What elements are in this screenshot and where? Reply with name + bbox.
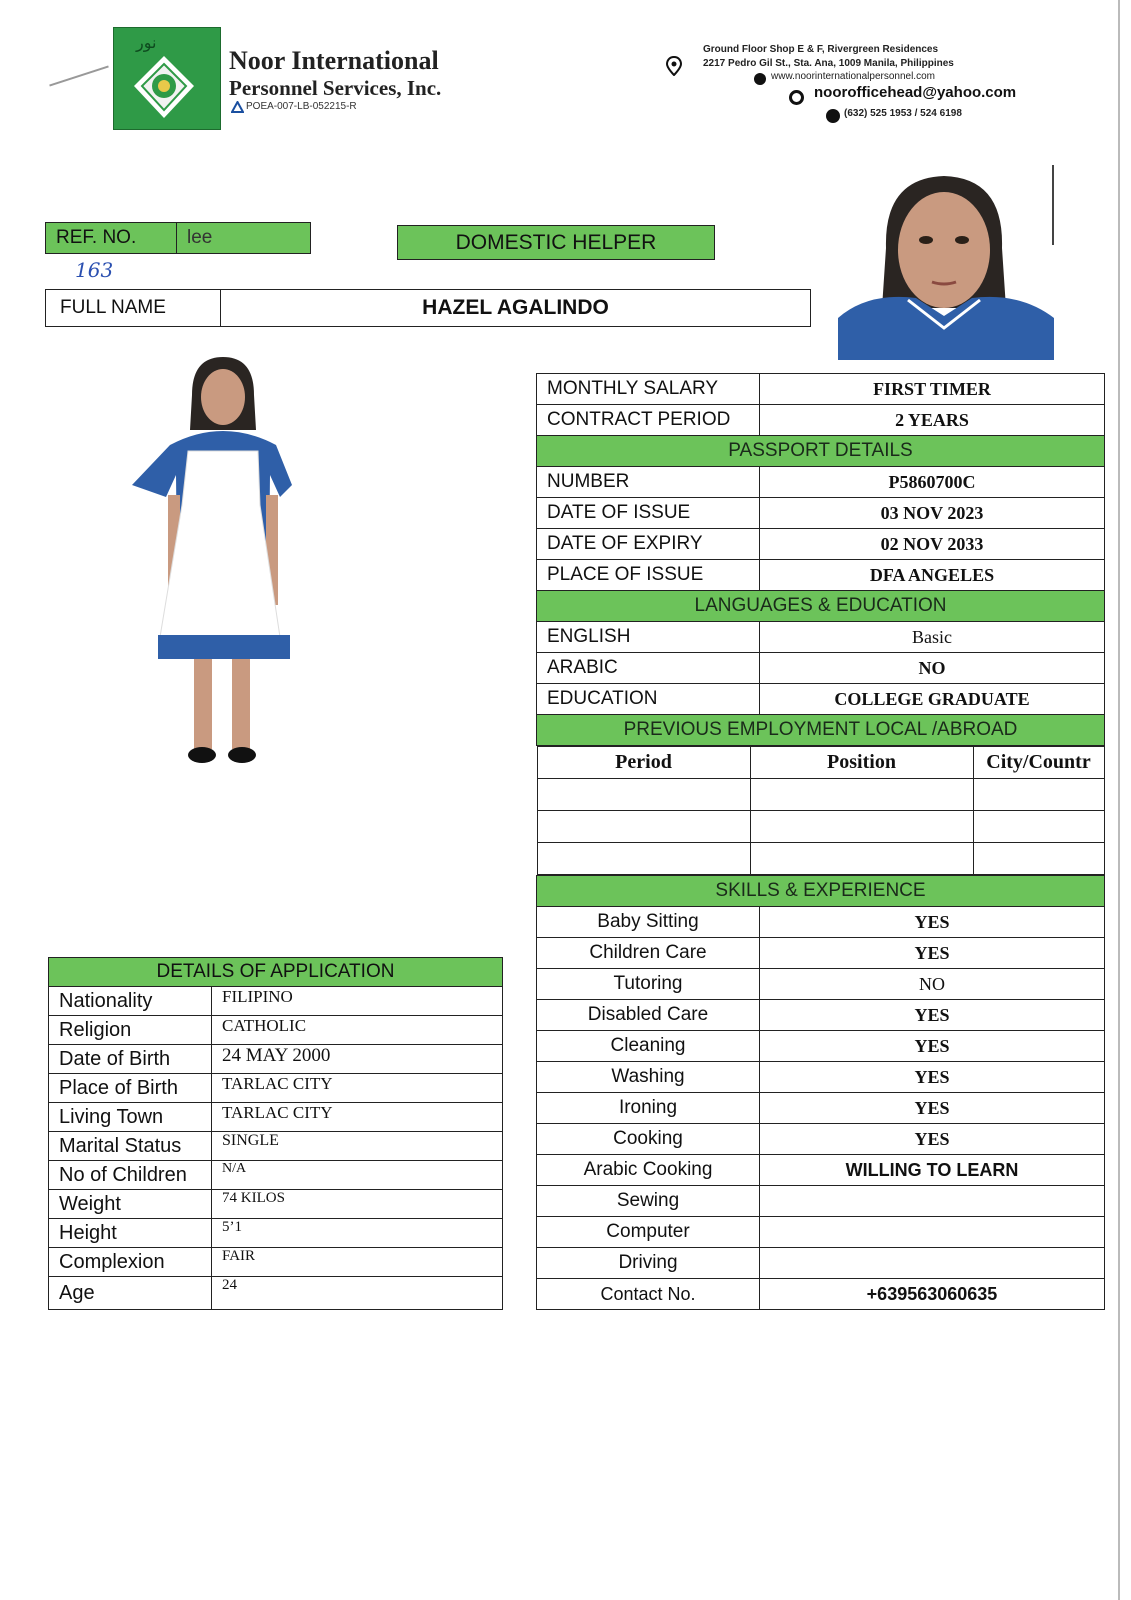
place-of-issue-label: PLACE OF ISSUE [537,560,760,591]
app-value: FILIPINO [212,987,503,1016]
position-title: DOMESTIC HELPER [397,225,715,260]
email[interactable]: noorofficehead@yahoo.com [814,84,1017,101]
table-row [49,1132,503,1161]
period-header: Period [537,747,750,779]
skill-value: YES [760,1062,1105,1093]
date-of-expiry-label: DATE OF EXPIRY [537,529,760,560]
headshot-photo [838,168,1054,360]
date-of-issue-label: DATE OF ISSUE [537,498,760,529]
phone-icon [826,109,840,123]
app-value: TARLAC CITY [212,1074,503,1103]
app-value: 74 KILOS [212,1190,503,1219]
skill-label: Washing [537,1062,760,1093]
handwritten-number: 163 [75,258,114,282]
table-row [537,1279,1105,1310]
phone: (632) 525 1953 / 524 6198 [844,108,962,119]
table-row [537,1248,1105,1279]
app-label: No of Children [49,1161,212,1190]
table-row [537,405,1105,436]
full-name-row [45,289,811,327]
table-row [537,843,1104,875]
table-row [537,907,1105,938]
date-of-issue-value: 03 NOV 2023 [760,498,1105,529]
app-label: Nationality [49,987,212,1016]
app-label: Date of Birth [49,1045,212,1074]
skill-value: WILLING TO LEARN [760,1155,1105,1186]
monthly-salary-value: FIRST TIMER [760,374,1105,405]
table-row [537,1031,1105,1062]
table-row [537,1186,1105,1217]
skill-label: Arabic Cooking [537,1155,760,1186]
license-number: POEA-007-LB-052215-R [246,101,357,112]
table-row [537,1217,1105,1248]
app-value: SINGLE [212,1132,503,1161]
ref-value: lee [187,227,213,248]
languages-section-header: LANGUAGES & EDUCATION [537,591,1105,622]
table-row [537,653,1105,684]
table-row [537,1155,1105,1186]
skill-value: YES [760,938,1105,969]
table-row [49,1103,503,1132]
website[interactable]: www.noorinternationalpersonnel.com [771,71,935,82]
table-row [537,811,1104,843]
globe-icon [754,73,766,85]
app-value: 24 MAY 2000 [212,1045,503,1074]
date-of-expiry-value: 02 NOV 2033 [760,529,1105,560]
table-row [49,1248,503,1277]
address-line2: 2217 Pedro Gil St., Sta. Ana, 1009 Manila, Philippines [703,58,954,69]
table-row [537,779,1104,811]
skill-label: Baby Sitting [537,907,760,938]
skill-value: YES [760,907,1105,938]
ref-label: REF. NO. [46,223,177,253]
table-row [537,529,1105,560]
arabic-label: ARABIC [537,653,760,684]
full-name-value: HAZEL AGALINDO [422,296,609,319]
details-table [536,373,1105,1310]
contact-label: Contact No. [537,1279,760,1310]
app-label: Place of Birth [49,1074,212,1103]
app-label: Marital Status [49,1132,212,1161]
table-row [49,1161,503,1190]
arabic-value: NO [760,653,1105,684]
skill-value [760,1186,1105,1217]
table-row [49,1219,503,1248]
app-label: Age [49,1277,212,1310]
table-row [537,1124,1105,1155]
skill-value: YES [760,1031,1105,1062]
app-value: TARLAC CITY [212,1103,503,1132]
education-label: EDUCATION [537,684,760,715]
employment-section-header: PREVIOUS EMPLOYMENT LOCAL /ABROAD [537,715,1105,746]
place-of-issue-value: DFA ANGELES [760,560,1105,591]
table-row [49,1016,503,1045]
contract-period-value: 2 YEARS [760,405,1105,436]
table-row [537,969,1105,1000]
location-pin-icon [666,56,682,81]
app-value: CATHOLIC [212,1016,503,1045]
ref-box [45,222,311,254]
passport-section-header: PASSPORT DETAILS [537,436,1105,467]
skill-value: YES [760,1000,1105,1031]
skill-label: Driving [537,1248,760,1279]
app-value: FAIR [212,1248,503,1277]
table-row [537,1000,1105,1031]
app-value: N/A [212,1161,503,1190]
table-row [49,1045,503,1074]
application-section-header: DETAILS OF APPLICATION [49,958,503,987]
position-header: Position [750,747,973,779]
table-row [537,684,1105,715]
table-row [537,374,1105,405]
contract-period-label: CONTRACT PERIOD [537,405,760,436]
full-name-label: FULL NAME [46,290,221,326]
skill-label: Cooking [537,1124,760,1155]
employment-table [537,746,1105,875]
svg-text:ﻧﻮﺭ: ﻧﻮﺭ [136,33,157,52]
skill-label: Sewing [537,1186,760,1217]
logo-emblem-icon [114,28,220,129]
table-row [537,498,1105,529]
passport-number-label: NUMBER [537,467,760,498]
app-value: 24 [212,1277,503,1310]
city-country-header: City/Countr [973,747,1104,779]
table-row [49,1277,503,1310]
full-body-photo [120,355,330,785]
table-row [537,467,1105,498]
address-line1: Ground Floor Shop E & F, Rivergreen Residences [703,44,939,55]
english-value: Basic [760,622,1105,653]
table-row [49,1190,503,1219]
skill-value [760,1217,1105,1248]
skill-label: Computer [537,1217,760,1248]
app-label: Living Town [49,1103,212,1132]
education-value: COLLEGE GRADUATE [760,684,1105,715]
contact-value: +639563060635 [760,1279,1105,1310]
page-edge-line [1118,0,1120,1600]
app-value: 5’1 [212,1219,503,1248]
app-label: Complexion [49,1248,212,1277]
application-table [48,957,503,1310]
table-row [537,560,1105,591]
passport-number-value: P5860700C [760,467,1105,498]
monthly-salary-label: MONTHLY SALARY [537,374,760,405]
pin-mark [49,65,109,86]
skill-value: NO [760,969,1105,1000]
skill-label: Ironing [537,1093,760,1124]
table-row [537,1093,1105,1124]
app-label: Religion [49,1016,212,1045]
table-row [537,1062,1105,1093]
skill-label: Disabled Care [537,1000,760,1031]
company-name-line2: Personnel Services, Inc. [229,76,442,100]
table-row [49,987,503,1016]
skill-value: YES [760,1093,1105,1124]
scan-edge-line [1052,165,1054,245]
app-label: Height [49,1219,212,1248]
skills-section-header: SKILLS & EXPERIENCE [537,876,1105,907]
warning-triangle-icon [231,100,244,118]
table-row [49,1074,503,1103]
english-label: ENGLISH [537,622,760,653]
company-name-line1: Noor International [229,46,439,75]
skill-value: YES [760,1124,1105,1155]
skill-label: Cleaning [537,1031,760,1062]
app-label: Weight [49,1190,212,1219]
skill-label: Children Care [537,938,760,969]
table-row [537,622,1105,653]
company-logo [113,27,221,130]
skill-value [760,1248,1105,1279]
table-row [537,938,1105,969]
skill-label: Tutoring [537,969,760,1000]
email-icon [789,90,804,105]
